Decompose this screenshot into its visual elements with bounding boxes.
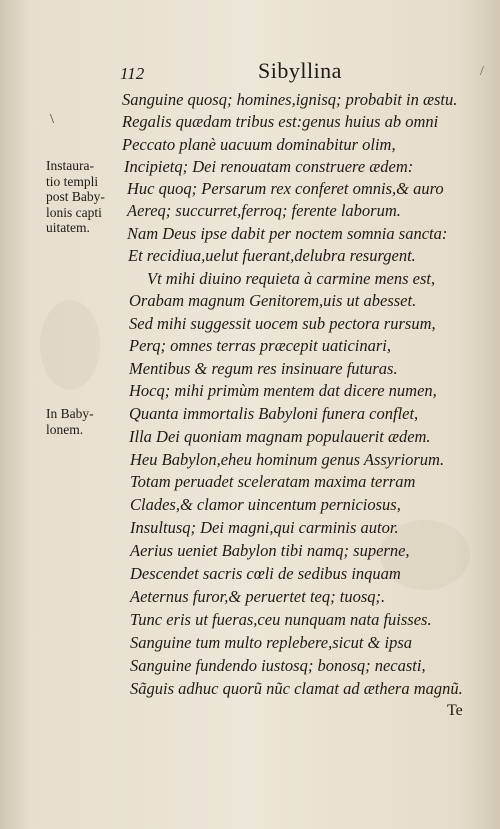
margin-note-line: Instaura-	[46, 158, 94, 173]
verse-line: Quanta immortalis Babyloni funera conflet,	[129, 404, 419, 423]
margin-note-line: lonis capti	[46, 204, 102, 220]
verse-line: Sãguis adhuc quorũ nũc clamat ad æthera magnũ.	[130, 679, 463, 698]
verse-line: Heu Babylon,eheu hominum genus Assyriorum.	[130, 450, 445, 469]
margin-note-line: uitatem.	[46, 220, 90, 235]
verse-line: Clades,& clamor uincentum perniciosus,	[130, 495, 401, 514]
corner-mark: /	[480, 64, 484, 79]
verse-line: Et recidiua,uelut fuerant,delubra resurgent.	[128, 246, 416, 265]
margin-note-line: post Baby-	[46, 189, 105, 204]
paper-stain	[40, 300, 100, 390]
verse-line: Aerius ueniet Babylon tibi namq; superne,	[130, 541, 410, 560]
catchword: Te	[447, 702, 463, 719]
verse-line: Sanguine fundendo iustosq; bonosq; necasti,	[130, 656, 426, 675]
verse-line: Peccato planè uacuum dominabitur olim,	[122, 135, 396, 154]
page-number: 112	[120, 64, 145, 83]
verse-line: Orabam magnum Genitorem,uis ut abesset.	[129, 291, 417, 310]
verse-line: Perq; omnes terras præcepit uaticinari,	[129, 336, 391, 355]
margin-mark: \	[50, 112, 54, 127]
verse-line: Vt mihi diuino requieta à carmine mens est,	[147, 269, 436, 288]
verse-line: Huc quoq; Persarum rex conferet omnis,& auro	[127, 179, 444, 198]
verse-line: Sanguine tum multo replebere,sicut & ipsa	[130, 633, 412, 652]
verse-line: Mentibus & regum res insinuare futuras.	[129, 359, 398, 378]
margin-note-line: tio templi	[46, 173, 99, 189]
verse-line: Regalis quædam tribus est:genus huius ab omni	[122, 112, 439, 131]
margin-note-babylon	[46, 406, 128, 437]
margin-note-line: In Baby-	[46, 406, 94, 421]
verse-line: Sanguine quosq; homines,ignisq; probabit in æstu.	[122, 90, 458, 109]
verse-line: Tunc eris ut fueras,ceu nunquam nata fuisses.	[130, 610, 432, 629]
margin-note-instauratio	[46, 158, 128, 236]
verse-line: Sed mihi suggessit uocem sub pectora rursum,	[129, 314, 436, 333]
verse-line: Aereq; succurret,ferroq; ferente laborum.	[127, 201, 401, 220]
running-title: Sibyllina	[258, 58, 342, 83]
verse-line: Illa Dei quoniam magnam populauerit ædem.	[129, 427, 431, 446]
page-header	[0, 58, 500, 88]
margin-note-line: lonem.	[46, 421, 84, 437]
verse-line: Aeternus furor,& peruertet teq; tuosq;.	[130, 587, 386, 606]
verse-line: Incipietq; Dei renouatam construere ædem:	[124, 157, 414, 176]
verse-line: Hocq; mihi primùm mentem dat dicere numen,	[129, 381, 437, 400]
verse-line: Insultusq; Dei magni,qui carminis autor.	[130, 518, 399, 537]
verse-line: Descendet sacris cœli de sedibus inquam	[130, 564, 401, 583]
verse-line: Totam peruadet sceleratam maxima terram	[130, 472, 416, 491]
verse-line: Nam Deus ipse dabit per noctem somnia sancta:	[127, 224, 448, 243]
